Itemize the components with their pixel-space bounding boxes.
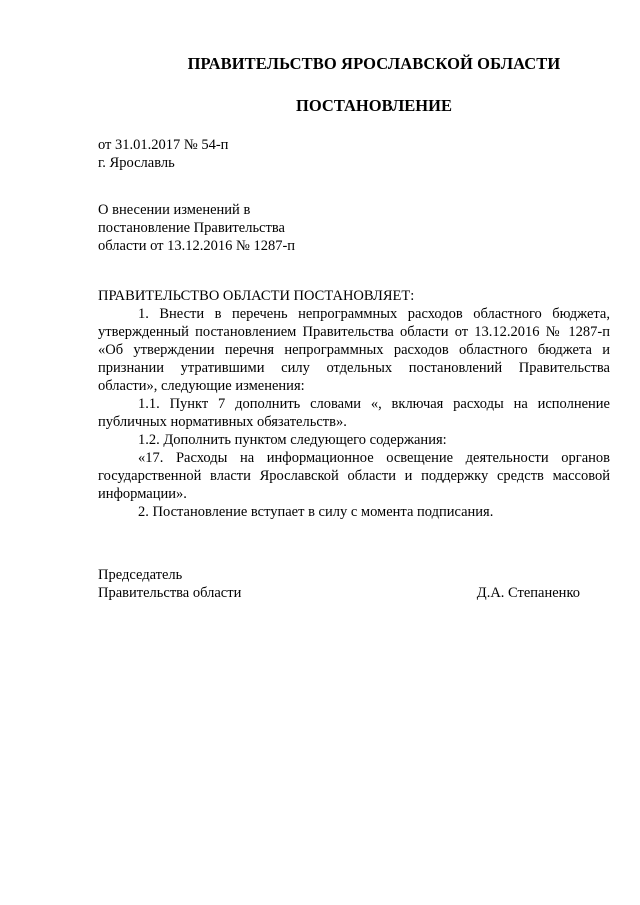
paragraph-1-line: признании утратившими силу отдельных постановлений Правительства — [98, 360, 610, 376]
document-meta — [98, 136, 228, 172]
paragraph-17-line: информации». — [98, 486, 187, 502]
city: г. Ярославль — [98, 155, 175, 171]
paragraph-1-2: 1.2. Дополнить пунктом следующего содержания: — [138, 432, 447, 448]
document-body — [98, 287, 610, 521]
signature-block — [98, 566, 580, 602]
organization-title: ПРАВИТЕЛЬСТВО ЯРОСЛАВСКОЙ ОБЛАСТИ — [187, 54, 561, 73]
paragraph-1-line: 1. Внести в перечень непрограммных расходов областного бюджета, — [138, 306, 610, 322]
paragraph-1-line: области», следующие изменения: — [98, 378, 305, 394]
date-number: от 31.01.2017 № 54-п — [98, 137, 229, 153]
subject-line: области от 13.12.2016 № 1287-п — [98, 238, 296, 254]
signer-position: Правительства области — [98, 585, 242, 601]
resolves-heading: ПРАВИТЕЛЬСТВО ОБЛАСТИ ПОСТАНОВЛЯЕТ: — [98, 288, 415, 304]
paragraph-17-line: «17. Расходы на информационное освещение деятельности органов — [138, 450, 610, 466]
paragraph-1-line: «Об утверждении перечня непрограммных расходов областного бюджета и — [98, 342, 610, 358]
document-type: ПОСТАНОВЛЕНИЕ — [296, 96, 452, 115]
paragraph-1-1-line: 1.1. Пункт 7 дополнить словами «, включая расходы на исполнение — [138, 396, 610, 412]
paragraph-2: 2. Постановление вступает в силу с момента подписания. — [138, 504, 494, 520]
document-subject — [98, 201, 295, 255]
subject-line: постановление Правительства — [98, 220, 285, 236]
paragraph-1-1-line: публичных нормативных обязательств». — [98, 414, 347, 430]
signer-name: Д.А. Степаненко — [476, 585, 580, 601]
signer-position: Председатель — [98, 567, 183, 583]
subject-line: О внесении изменений в — [98, 202, 251, 218]
paragraph-17-line: государственной власти Ярославской области и поддержку средств массовой — [98, 468, 610, 484]
paragraph-1-line: утвержденный постановлением Правительства области от 13.12.2016 № 1287-п — [98, 324, 610, 340]
